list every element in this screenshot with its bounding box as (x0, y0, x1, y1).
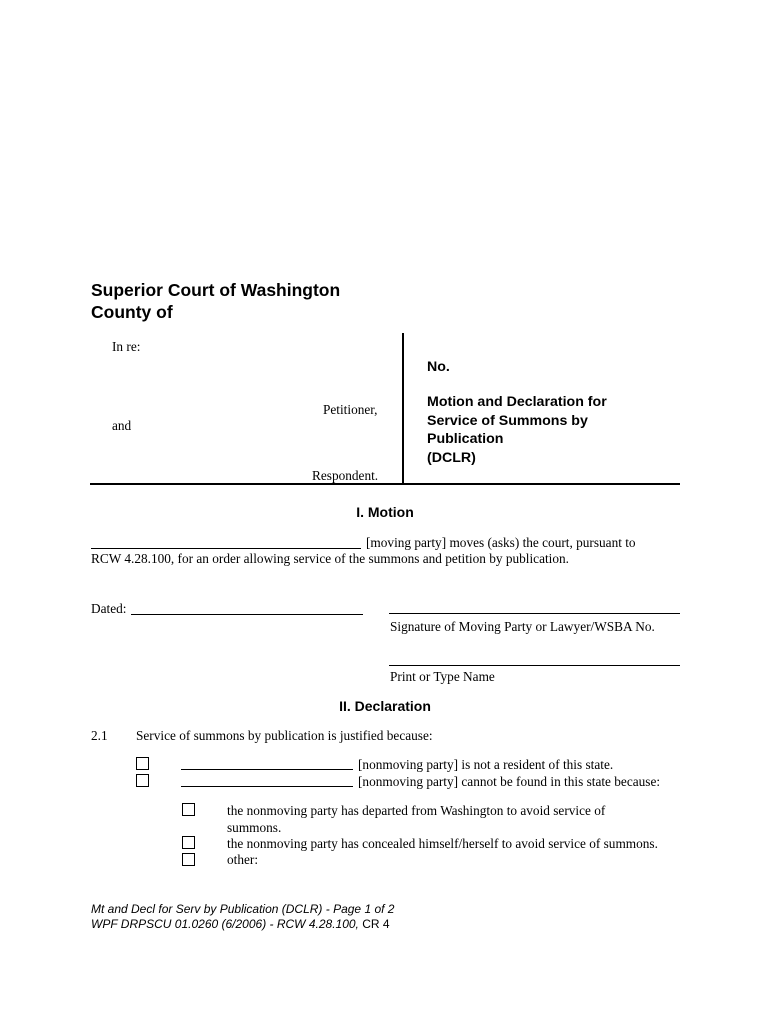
court-header (91, 279, 340, 323)
signature-field[interactable] (389, 613, 680, 614)
form-title-line: (DCLR) (427, 449, 476, 466)
item-text: Service of summons by publication is justified because: (136, 728, 433, 743)
footer-form-id: WPF DRPSCU 01.0260 (6/2006) - RCW 4.28.100, (91, 917, 359, 931)
in-re-label: In re: (112, 339, 141, 354)
option-not-resident-text: [nonmoving party] is not a resident of this state. (358, 757, 614, 772)
county-label: County of (91, 302, 173, 322)
form-title-line: Publication (427, 431, 504, 447)
motion-text-line1: [moving party] moves (asks) the court, pursuant to (366, 535, 636, 550)
item-number: 2.1 (91, 728, 108, 743)
form-title (427, 393, 607, 467)
checkbox-not-resident[interactable] (136, 757, 149, 770)
caption-divider-horizontal (90, 483, 680, 485)
footer-line2 (91, 917, 394, 932)
page-footer (91, 902, 394, 932)
checkbox-other[interactable] (182, 853, 195, 866)
sub-option-other-text: other: (227, 852, 259, 867)
sub-option-concealed-text: the nonmoving party has concealed himself/herself to avoid service of summons. (227, 836, 658, 851)
respondent-label: Respondent. (312, 468, 379, 483)
footer-line1: Mt and Decl for Serv by Publication (DCLR) - Page 1 of 2 (91, 902, 395, 916)
sub-option-departed-line1: the nonmoving party has departed from Washington to avoid service of (227, 803, 606, 818)
dated-field[interactable] (131, 614, 363, 615)
motion-heading: I. Motion (356, 504, 414, 520)
checkbox-cannot-be-found[interactable] (136, 774, 149, 787)
checkbox-concealed[interactable] (182, 836, 195, 849)
nonmoving-party-field[interactable] (181, 769, 353, 770)
footer-rule: CR 4 (358, 917, 390, 931)
nonmoving-party-field[interactable] (181, 786, 353, 787)
petitioner-label: Petitioner, (323, 402, 378, 417)
option-cannot-be-found-text: [nonmoving party] cannot be found in this state because: (358, 774, 661, 789)
checkbox-departed[interactable] (182, 803, 195, 816)
motion-text-line2: RCW 4.28.100, for an order allowing service of the summons and petition by publication. (91, 551, 569, 566)
court-name: Superior Court of Washington (91, 280, 341, 300)
form-title-line: Motion and Declaration for (427, 394, 607, 410)
signature-label: Signature of Moving Party or Lawyer/WSBA No. (390, 619, 655, 634)
caption-divider-vertical (402, 333, 404, 485)
form-title-line: Service of Summons by (427, 412, 588, 429)
print-name-label: Print or Type Name (390, 669, 495, 684)
case-number-label: No. (427, 359, 450, 375)
dated-label: Dated: (91, 601, 127, 616)
declaration-heading: II. Declaration (339, 698, 431, 714)
and-label: and (112, 418, 132, 433)
moving-party-field[interactable] (91, 548, 361, 549)
print-name-field[interactable] (389, 665, 680, 666)
sub-option-departed-line2: summons. (227, 820, 282, 835)
